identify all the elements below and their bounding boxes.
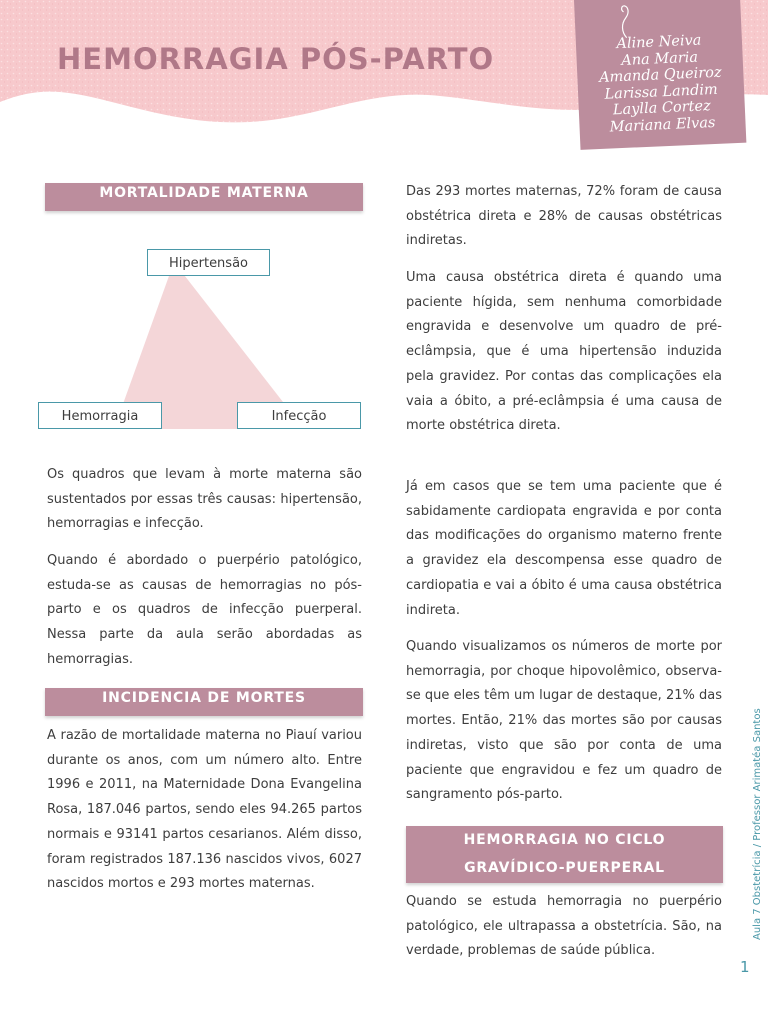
authors-list (576, 31, 746, 137)
paragraph-puerperio: Quando é abordado o puerpério patológico, estuda-se as causas de hemorragias no pós-parto e os quadros de infecção puerperal. Nessa parte da aula serão abordadas as hemorragias. (47, 553, 362, 667)
author-name: Amanda Queiroz (598, 64, 722, 86)
paragraph-causa-indireta: Já em casos que se tem uma paciente que é sabidamente cardiopata engravida e por conta das modificações do organismo materno frente a gravidez ela descompensa esse quadro de cardiopatia e vai a óbito é uma causa obstétrica indireta. (406, 479, 722, 618)
author-name: Aline Neiva (616, 32, 702, 53)
author-name: Mariana Elvas (609, 114, 716, 136)
paragraph-causas: Os quadros que levam à morte materna são sustentados por essas três causas: hipertensão, hemorragias e infecção. (47, 467, 362, 532)
page-number: 1 (740, 958, 750, 976)
causes-triangle-diagram (36, 245, 366, 435)
page-title: HEMORRAGIA PÓS-PARTO (57, 42, 495, 76)
authors-box (574, 0, 746, 150)
diagram-box-infeccao: Infecção (237, 402, 361, 429)
section-heading-incidencia-mortes: INCIDENCIA DE MORTES (45, 688, 363, 716)
side-caption: Aula 7 Obstetrícia / Professor Arimatéa Santos (752, 708, 763, 940)
diagram-box-hemorragia: Hemorragia (38, 402, 162, 429)
author-name: Laylla Cortez (612, 98, 712, 119)
paragraph-saude-publica: Quando se estuda hemorragia no puerpério patológico, ele ultrapassa a obstetrícia. São, na verdade, problemas de saúde pública. (406, 894, 722, 959)
paragraph-causa-direta: Uma causa obstétrica direta é quando uma paciente hígida, sem nenhuma comorbidade engravida e desenvolve um quadro de pré-eclâmpsia, que é uma hipertensão induzida pela gravidez. Por contas das complicações ela vaia a óbito, a pré-eclâmpsia é uma causa de morte obstétrica direta. (406, 270, 722, 434)
paragraph-choque-hipovolemico: Quando visualizamos os números de morte por hemorragia, por choque hipovolêmico, observa-se que eles têm um lugar de destaque, 21% das mortes. Então, 21% das mortes são por causas indiretas, visto que são por conta de uma paciente que engravidou e fez um quadro de sangramento pós-parto. (406, 639, 722, 803)
paragraph-razao-mortalidade: A razão de mortalidade materna no Piauí variou durante os anos, com um número alto. Entre 1996 e 2011, na Maternidade Dona Evangelina Rosa, 187.046 partos, sendo eles 94.265 partos normais e 93141 partos cesarianos. Além disso, foram registrados 187.136 nascidos vivos, 6027 nascidos mortos e 293 mortes maternas. (47, 728, 362, 892)
paragraph-mortes-maternas: Das 293 mortes maternas, 72% foram de causa obstétrica direta e 28% de causas obstétricas indiretas. (406, 184, 722, 249)
author-name: Ana Maria (620, 49, 699, 69)
section-heading-line: GRAVÍDICO-PUERPERAL (464, 860, 665, 876)
section-heading-mortalidade-materna: MORTALIDADE MATERNA (45, 183, 363, 211)
diagram-box-hipertensao: Hipertensão (147, 249, 270, 276)
author-name: Larissa Landim (604, 81, 719, 103)
section-heading-line: HEMORRAGIA NO CICLO (463, 832, 666, 848)
section-heading-ciclo-gravidico (406, 826, 723, 883)
